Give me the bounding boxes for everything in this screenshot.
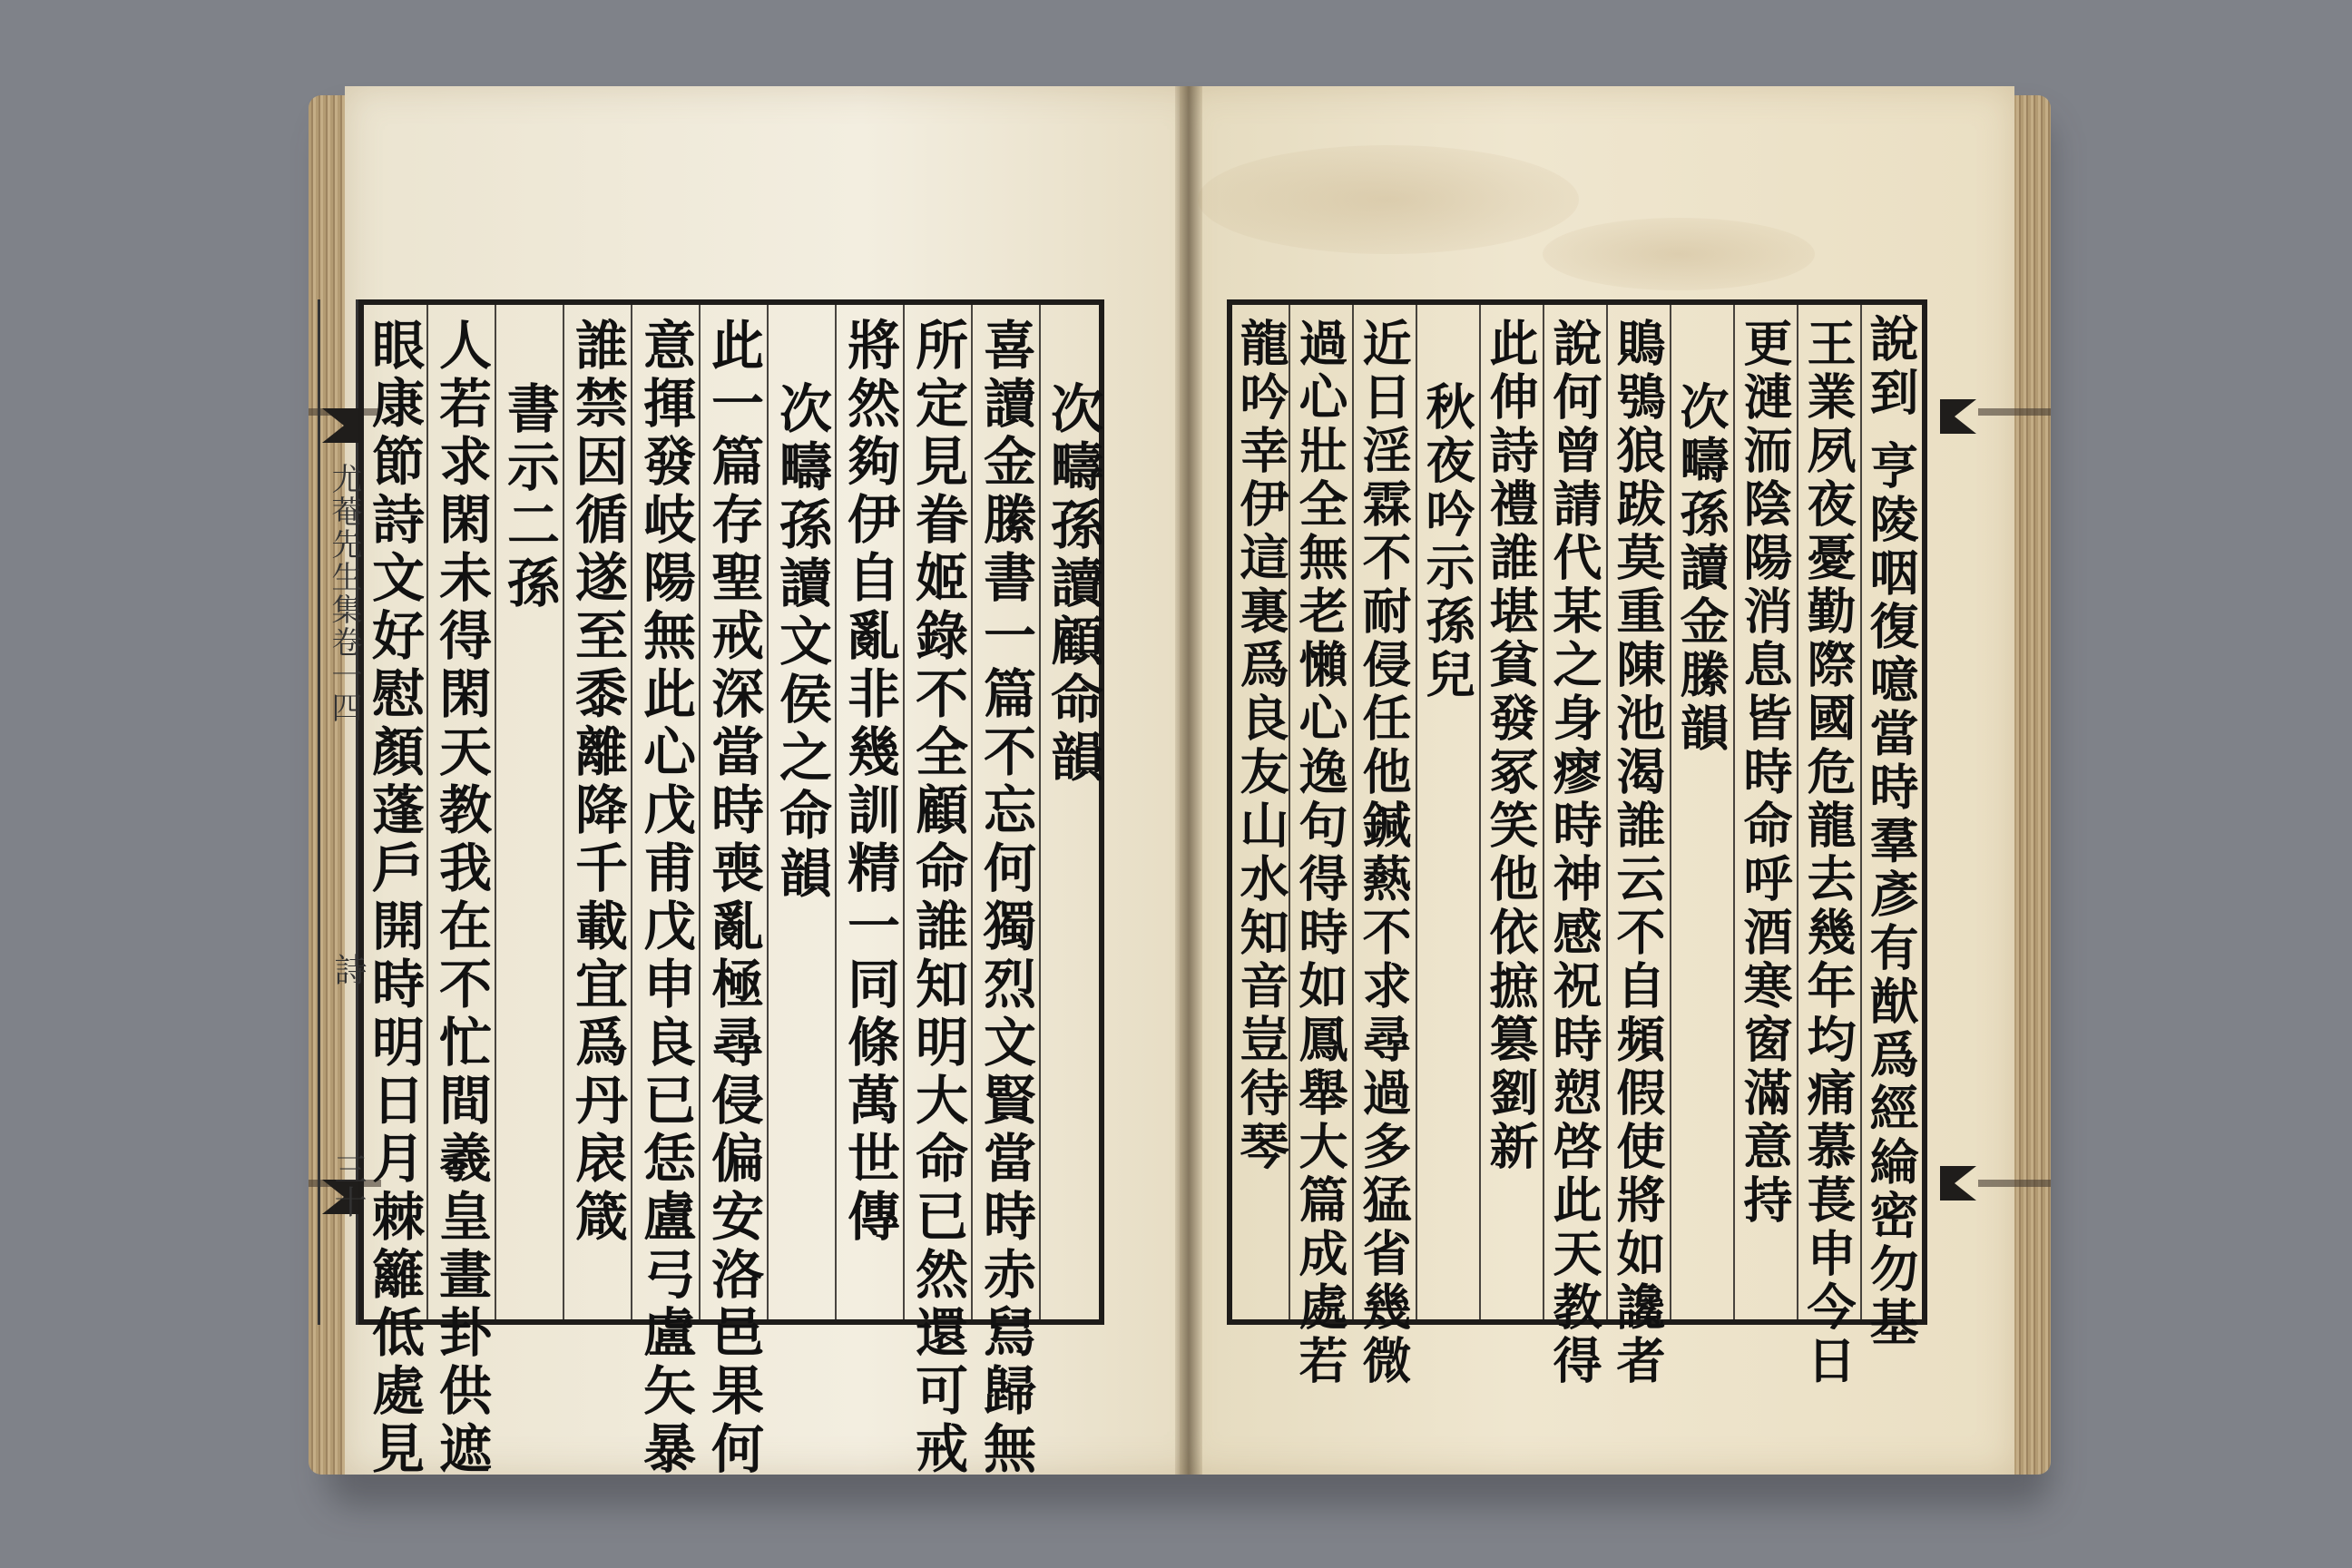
book-gutter (1175, 86, 1202, 1475)
text-column-10: 人若求閑未得閑天教我在不忙間羲皇畫卦供遮 (430, 318, 492, 1479)
binding-thread-bottom-right (1978, 1180, 2051, 1187)
column-rule (1670, 305, 1671, 1319)
column-rule (1543, 305, 1544, 1319)
column-rule (426, 305, 428, 1319)
column-rule (631, 305, 632, 1319)
text-column-r1: 說到 (1862, 313, 1920, 420)
text-column-8: 誰禁因循遂至黍離降千載宜爲丹扆箴 (566, 318, 628, 1247)
column-rule (1797, 305, 1798, 1319)
column-rule (563, 305, 564, 1319)
page-number: 三十 (329, 1152, 367, 1218)
text-column-r12: 龍吟幸伊這裏爲良友山水知音豈待琴 (1232, 318, 1290, 1174)
volume-title: 尤菴先生集卷一四 (326, 463, 362, 724)
text-column-6: 此一篇存聖戒深當時喪亂極尋侵偏安洛邑果何 (702, 318, 764, 1479)
column-rule (1733, 305, 1735, 1319)
right-frame-edge (1922, 299, 1927, 1325)
text-column-r11: 過心壯全無老懶心逸句得時如鳳舉大篇成處若 (1291, 318, 1349, 1388)
text-column-11: 眼康節詩文好慰顏蓬戶開時明日月棘籬低處見 (363, 318, 425, 1479)
column-rule (971, 305, 973, 1319)
paper-stain (1198, 145, 1579, 254)
column-rule (903, 305, 905, 1319)
column-rule (699, 305, 701, 1319)
column-rule (1352, 305, 1354, 1319)
text-column-r9: 秋夜吟示孫兒 (1418, 381, 1476, 702)
text-column-r3: 王業夙夜憂勤際國危龍去幾年均痛慕萇申今日 (1799, 318, 1857, 1388)
column-rule (1606, 305, 1608, 1319)
section-category: 詩 (329, 953, 367, 985)
text-column-2: 喜讀金縢書一篇不忘何獨烈文賢當時赤舃歸無 (975, 318, 1036, 1479)
text-column-4: 將然夠伊自亂非幾訓精一同條萬世傳 (838, 318, 900, 1247)
text-column-5: 次疇孫讀文侯之命韻 (770, 381, 832, 904)
text-column-r10: 近日淫霖不耐侵任他鍼爇不求尋過多猛省幾微 (1355, 318, 1413, 1388)
text-column-r4: 更漣洏陰陽消息皆時命呼酒寒窗滿意持 (1736, 318, 1794, 1228)
column-rule (495, 305, 496, 1319)
column-rule (1416, 305, 1417, 1319)
text-column-r5: 次疇孫讀金縢韻 (1672, 381, 1730, 756)
column-rule (1479, 305, 1481, 1319)
binding-thread-top-right (1978, 408, 2051, 416)
text-column-7: 意揮發岐陽無此心戊甫戊申良已恁盧弓盧矢暴 (634, 318, 696, 1479)
paper-stain (1543, 218, 1815, 290)
text-column-r8: 此伸詩禮誰堪貧發冢笑他依摭篡劉新 (1482, 318, 1540, 1174)
column-rule (1039, 305, 1041, 1319)
text-column-r6: 鵙鴞狼跋莫重陳池渴誰云不自頻假使將如讒者 (1609, 318, 1667, 1388)
column-rule (767, 305, 769, 1319)
text-column-1: 次疇孫讀顧命韻 (1042, 381, 1103, 788)
text-column-9: 書示二孫 (498, 381, 560, 613)
text-column-3: 所定見眷姬錄不全顧命誰知明大命已然還可戒 (906, 318, 968, 1479)
text-column-r7: 說何曾請代某之身瘳時神感祝時愬啓此天教得 (1545, 318, 1603, 1388)
text-column-r2: 亨陵咽復噫當時羣彥有猷爲經綸密勿基 (1862, 440, 1920, 1350)
column-rule (835, 305, 837, 1319)
